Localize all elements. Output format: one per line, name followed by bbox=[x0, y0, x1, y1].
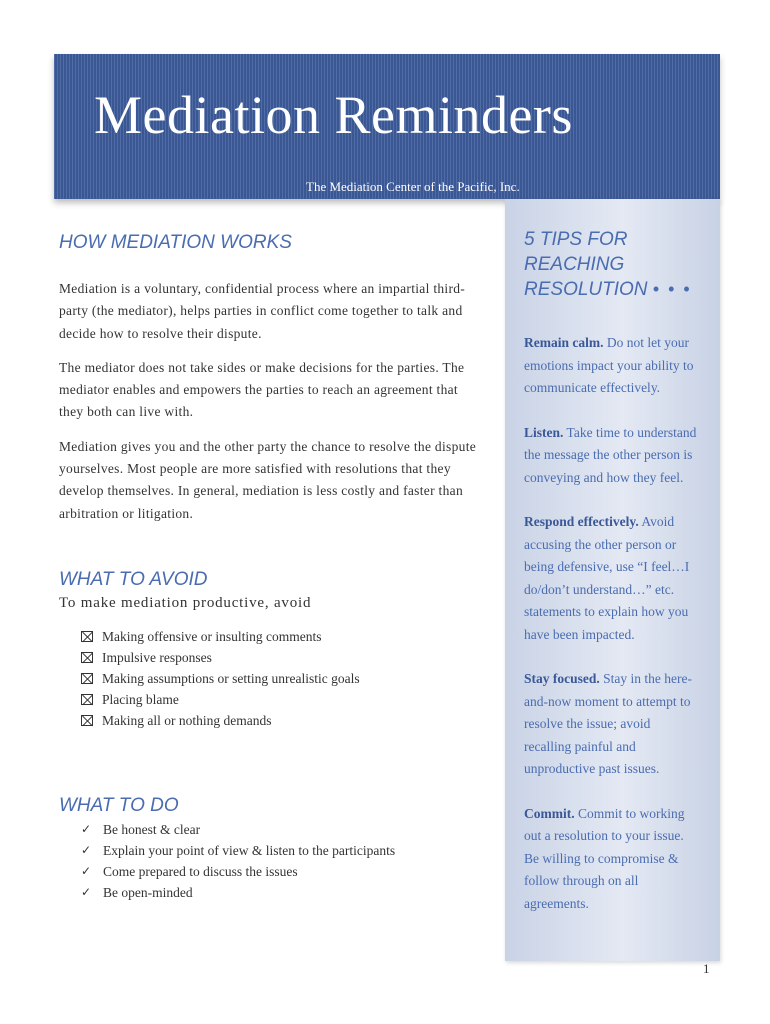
list-item-text: Come prepared to discuss the issues bbox=[103, 863, 298, 879]
tip-item bbox=[524, 332, 700, 400]
list-item bbox=[81, 710, 484, 731]
list-item bbox=[81, 647, 484, 668]
how-mediation-works-heading: HOW MEDIATION WORKS bbox=[59, 232, 292, 253]
avoid-list bbox=[81, 626, 484, 731]
tip-text: Avoid accusing the other person or being defensive, use “I feel…I do/don’t understand…” etc. statements to explain how you have been impacted. bbox=[524, 514, 690, 642]
list-item-text: Making assumptions or setting unrealistic goals bbox=[102, 670, 360, 686]
tip-title: Respond effectively. bbox=[524, 514, 639, 529]
list-item-text: Explain your point of view & listen to the participants bbox=[103, 842, 396, 858]
list-item-text: Placing blame bbox=[102, 691, 179, 707]
tip-title: Stay focused. bbox=[524, 671, 600, 686]
tip-item bbox=[524, 668, 700, 781]
what-to-do-heading: WHAT TO DO bbox=[59, 794, 179, 816]
list-item bbox=[81, 668, 484, 689]
tip-item bbox=[524, 511, 700, 646]
tip-text: Stay in the here-and-now moment to attempt to resolve the issue; avoid recalling painful and unproductive past issues. bbox=[524, 671, 692, 776]
tips-list bbox=[524, 332, 700, 915]
list-item bbox=[81, 861, 484, 882]
how-paragraph: The mediator does not take sides or make decisions for the parties. The mediator enables and empowers the parties to reach an agreement that they both can live with. bbox=[59, 359, 465, 420]
tip-title: Remain calm. bbox=[524, 335, 604, 350]
page-title: Mediation Reminders bbox=[94, 85, 573, 145]
how-paragraph: Mediation is a voluntary, confidential process where an impartial third-party (the mediator), helps parties in conflict come together to talk and decide how to resolve their dispute. bbox=[59, 281, 466, 341]
organization-name: The Mediation Center of the Pacific, Inc. bbox=[306, 179, 520, 194]
avoid-lead: To make mediation productive, avoid bbox=[59, 594, 312, 611]
crossed-box-icon bbox=[81, 652, 93, 663]
main-column bbox=[59, 230, 484, 903]
crossed-box-icon bbox=[81, 673, 93, 684]
what-to-avoid-heading: WHAT TO AVOID bbox=[59, 568, 208, 590]
checkmark-icon: ✓ bbox=[81, 821, 92, 836]
crossed-box-icon bbox=[81, 694, 93, 705]
tip-item bbox=[524, 803, 700, 916]
list-item bbox=[81, 689, 484, 710]
tips-heading-text: 5 TIPS FOR REACHING RESOLUTION bbox=[524, 229, 648, 300]
page-number: 1 bbox=[703, 961, 710, 976]
list-item bbox=[81, 882, 484, 903]
how-paragraph: Mediation gives you and the other party the chance to resolve the dispute yourselves. Most people are more satisfied with resolutions that they develop themselves. In general, mediation is less costly and faster than arbitration or litigation. bbox=[59, 438, 477, 521]
checkmark-icon: ✓ bbox=[81, 842, 92, 857]
ellipsis-dots: • • • bbox=[652, 279, 692, 299]
list-item bbox=[81, 626, 484, 647]
list-item-text: Making offensive or insulting comments bbox=[102, 628, 322, 644]
tip-title: Commit. bbox=[524, 805, 575, 821]
tip-text: Do not let your emotions impact your ability to communicate effectively. bbox=[524, 335, 694, 395]
list-item-text: Be honest & clear bbox=[103, 821, 201, 837]
title-banner bbox=[54, 54, 720, 199]
list-item bbox=[81, 840, 484, 861]
checkmark-icon: ✓ bbox=[81, 884, 92, 899]
do-list bbox=[81, 819, 484, 903]
crossed-box-icon bbox=[81, 715, 93, 726]
tips-sidebar bbox=[505, 199, 720, 961]
tip-text: Take time to understand the message the other person is conveying and how they feel. bbox=[524, 424, 697, 485]
tips-heading bbox=[524, 227, 704, 302]
list-item-text: Be open-minded bbox=[103, 884, 193, 900]
list-item bbox=[81, 819, 484, 840]
list-item-text: Impulsive responses bbox=[102, 649, 212, 665]
checkmark-icon: ✓ bbox=[81, 863, 92, 878]
crossed-box-icon bbox=[81, 631, 93, 642]
list-item-text: Making all or nothing demands bbox=[102, 712, 272, 728]
tip-item bbox=[524, 422, 700, 490]
tip-text: Commit to working out a resolution to your issue. Be willing to compromise & follow through on all agreements. bbox=[524, 805, 685, 911]
tip-title: Listen. bbox=[524, 424, 564, 440]
